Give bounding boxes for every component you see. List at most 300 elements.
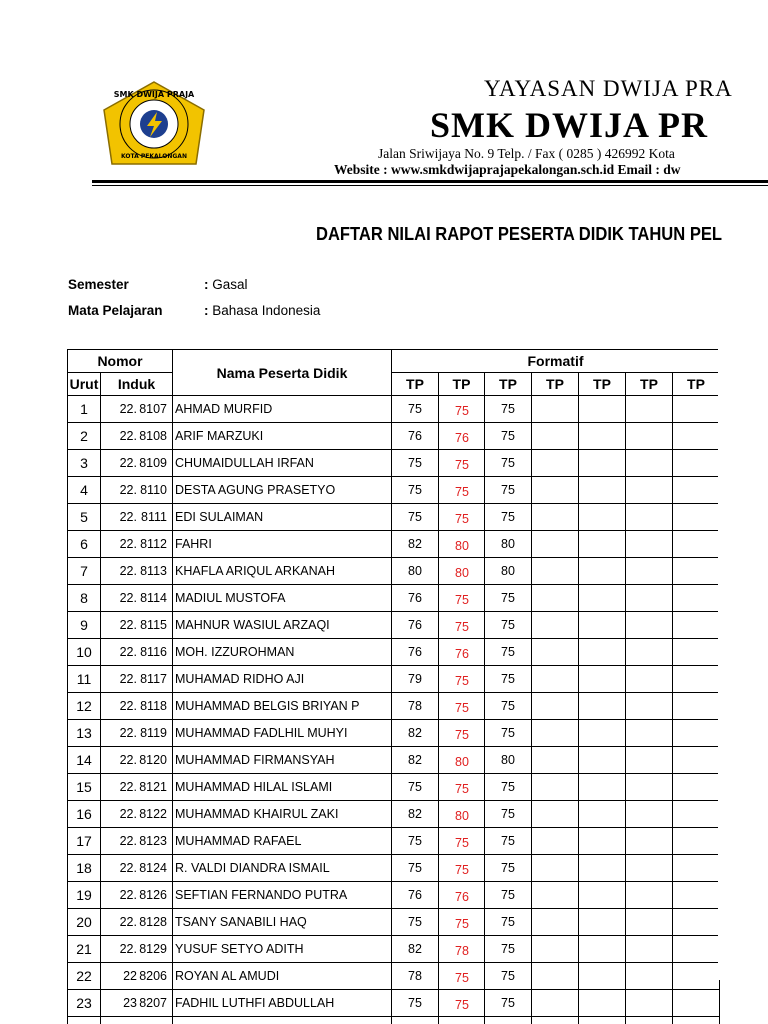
row-tp-3: 75 — [485, 423, 532, 450]
table-row-empty — [68, 1017, 720, 1024]
row-induk-cell — [101, 531, 173, 558]
row-urut: 2 — [68, 423, 101, 450]
header-urut: Urut — [68, 373, 101, 396]
table-row — [68, 585, 720, 612]
row-nama: CHUMAIDULLAH IRFAN — [173, 450, 392, 477]
row-tp-2: 75 — [439, 612, 485, 639]
row-tp-3: 75 — [485, 396, 532, 423]
row-tp-3: 75 — [485, 666, 532, 693]
row-tp-6 — [626, 666, 673, 693]
row-tp-5 — [579, 477, 626, 504]
row-tp-1: 75 — [392, 828, 439, 855]
row-tp-5 — [579, 774, 626, 801]
row-tp-7 — [673, 531, 720, 558]
row-urut: 17 — [68, 828, 101, 855]
row-induk-prefix: 22. — [119, 429, 137, 443]
row-induk-cell — [101, 963, 173, 990]
row-tp-1: 75 — [392, 855, 439, 882]
row-tp-5 — [579, 720, 626, 747]
row-induk-prefix: 22. — [119, 807, 137, 821]
row-induk: 8126 — [139, 888, 167, 902]
header-nomor: Nomor — [68, 350, 173, 373]
row-tp-7 — [673, 639, 720, 666]
row-tp-1: 82 — [392, 936, 439, 963]
row-tp-3: 75 — [485, 639, 532, 666]
row-urut: 3 — [68, 450, 101, 477]
semester-value: Gasal — [212, 277, 248, 292]
row-tp-2: 75 — [439, 450, 485, 477]
row-tp-7 — [673, 774, 720, 801]
row-induk-cell — [101, 450, 173, 477]
table-row — [68, 747, 720, 774]
row-tp-5 — [579, 936, 626, 963]
row-induk: 8114 — [140, 591, 167, 605]
row-induk-cell — [101, 612, 173, 639]
table-row — [68, 639, 720, 666]
row-tp-1: 75 — [392, 774, 439, 801]
row-urut: 11 — [68, 666, 101, 693]
row-tp-1: 76 — [392, 882, 439, 909]
semester-value-line — [204, 277, 248, 292]
row-nama: DESTA AGUNG PRASETYO — [173, 477, 392, 504]
row-tp-6 — [626, 558, 673, 585]
row-induk-prefix: 22. — [119, 888, 137, 902]
subject-value: Bahasa Indonesia — [212, 303, 321, 318]
row-tp-2: 75 — [439, 666, 485, 693]
row-nama: MUHAMMAD FADLHIL MUHYI — [173, 720, 392, 747]
document-title: DAFTAR NILAI RAPOT PESERTA DIDIK TAHUN PEL — [316, 224, 723, 244]
row-induk-cell — [101, 504, 173, 531]
row-urut: 15 — [68, 774, 101, 801]
row-tp-4 — [532, 531, 579, 558]
letterhead-rule-thick — [92, 180, 768, 183]
row-induk: 8124 — [139, 861, 167, 875]
row-tp-2: 75 — [439, 693, 485, 720]
row-tp-2: 76 — [439, 423, 485, 450]
row-tp-6 — [626, 504, 673, 531]
row-nama: MOH. IZZUROHMAN — [173, 639, 392, 666]
row-tp-3: 75 — [485, 801, 532, 828]
row-induk-prefix: 23 — [123, 996, 137, 1010]
row-tp-2: 75 — [439, 774, 485, 801]
row-induk: 8129 — [139, 942, 167, 956]
row-tp-3: 80 — [485, 531, 532, 558]
header-tp-1: TP — [392, 373, 439, 396]
empty-cell — [392, 1017, 439, 1024]
row-tp-2: 75 — [439, 909, 485, 936]
row-tp-4 — [532, 558, 579, 585]
row-tp-3: 75 — [485, 477, 532, 504]
row-nama: ARIF MARZUKI — [173, 423, 392, 450]
row-tp-1: 80 — [392, 558, 439, 585]
row-tp-5 — [579, 990, 626, 1017]
row-tp-4 — [532, 936, 579, 963]
row-tp-4 — [532, 639, 579, 666]
row-induk: 8119 — [140, 726, 167, 740]
row-tp-3: 75 — [485, 936, 532, 963]
row-tp-7 — [673, 477, 720, 504]
row-tp-4 — [532, 882, 579, 909]
row-tp-2: 75 — [439, 990, 485, 1017]
row-tp-4 — [532, 720, 579, 747]
row-tp-4 — [532, 612, 579, 639]
row-induk-cell — [101, 882, 173, 909]
row-tp-3: 75 — [485, 882, 532, 909]
row-tp-4 — [532, 990, 579, 1017]
row-tp-3: 75 — [485, 990, 532, 1017]
subject-label: Mata Pelajaran — [68, 303, 163, 318]
row-induk-cell — [101, 720, 173, 747]
row-tp-7 — [673, 423, 720, 450]
row-urut: 18 — [68, 855, 101, 882]
row-tp-6 — [626, 828, 673, 855]
row-induk: 8128 — [139, 915, 167, 929]
row-tp-7 — [673, 882, 720, 909]
header-tp-4: TP — [532, 373, 579, 396]
header-tp-2: TP — [439, 373, 485, 396]
table-row — [68, 666, 720, 693]
row-tp-2: 75 — [439, 720, 485, 747]
row-nama: MAHNUR WASIUL ARZAQI — [173, 612, 392, 639]
row-tp-7 — [673, 612, 720, 639]
row-tp-7 — [673, 909, 720, 936]
row-nama: MUHAMMAD KHAIRUL ZAKI — [173, 801, 392, 828]
row-tp-5 — [579, 828, 626, 855]
row-induk-prefix: 22. — [119, 699, 137, 713]
header-formatif: Formatif — [392, 350, 720, 373]
row-tp-6 — [626, 990, 673, 1017]
row-nama: TSANY SANABILI HAQ — [173, 909, 392, 936]
row-urut: 16 — [68, 801, 101, 828]
row-tp-2: 75 — [439, 396, 485, 423]
row-tp-1: 82 — [392, 720, 439, 747]
row-tp-5 — [579, 531, 626, 558]
row-urut: 6 — [68, 531, 101, 558]
row-induk-prefix: 22. — [119, 834, 137, 848]
empty-cell — [532, 1017, 579, 1024]
row-tp-2: 80 — [439, 801, 485, 828]
row-tp-1: 78 — [392, 963, 439, 990]
row-tp-4 — [532, 828, 579, 855]
row-urut: 19 — [68, 882, 101, 909]
table-row — [68, 612, 720, 639]
table-row — [68, 774, 720, 801]
row-tp-2: 75 — [439, 855, 485, 882]
row-urut: 1 — [68, 396, 101, 423]
row-induk: 8207 — [139, 996, 167, 1010]
letterhead-rule-thin — [92, 185, 768, 186]
row-tp-3: 75 — [485, 909, 532, 936]
row-urut: 5 — [68, 504, 101, 531]
row-tp-4 — [532, 585, 579, 612]
row-induk-cell — [101, 396, 173, 423]
row-tp-7 — [673, 450, 720, 477]
table-row — [68, 963, 720, 990]
row-nama: ROYAN AL AMUDI — [173, 963, 392, 990]
row-induk: 8120 — [139, 753, 167, 767]
row-induk-cell — [101, 990, 173, 1017]
letterhead — [72, 76, 768, 194]
row-nama: MUHAMMAD RAFAEL — [173, 828, 392, 855]
row-induk-cell — [101, 693, 173, 720]
row-tp-4 — [532, 423, 579, 450]
row-induk-cell — [101, 423, 173, 450]
row-tp-7 — [673, 693, 720, 720]
row-tp-4 — [532, 450, 579, 477]
row-tp-2: 80 — [439, 747, 485, 774]
row-urut: 13 — [68, 720, 101, 747]
row-induk-prefix: 22. — [119, 618, 137, 632]
row-tp-1: 75 — [392, 504, 439, 531]
empty-cell — [439, 1017, 485, 1024]
empty-cell — [579, 1017, 626, 1024]
row-tp-6 — [626, 909, 673, 936]
row-tp-5 — [579, 612, 626, 639]
row-urut: 22 — [68, 963, 101, 990]
row-induk-prefix: 22. — [119, 753, 137, 767]
row-tp-2: 78 — [439, 936, 485, 963]
row-induk-cell — [101, 828, 173, 855]
row-tp-2: 80 — [439, 531, 485, 558]
semester-label: Semester — [68, 277, 129, 292]
row-tp-5 — [579, 882, 626, 909]
row-tp-4 — [532, 693, 579, 720]
empty-cell — [485, 1017, 532, 1024]
row-induk-cell — [101, 477, 173, 504]
row-induk-cell — [101, 774, 173, 801]
table-row — [68, 882, 720, 909]
row-induk: 8122 — [139, 807, 167, 821]
row-tp-4 — [532, 963, 579, 990]
row-nama: MUHAMMAD FIRMANSYAH — [173, 747, 392, 774]
row-tp-6 — [626, 855, 673, 882]
row-tp-1: 82 — [392, 801, 439, 828]
row-tp-6 — [626, 720, 673, 747]
table-row — [68, 990, 720, 1017]
row-induk-prefix: 22. — [119, 861, 137, 875]
row-induk-prefix: 22. — [119, 456, 137, 470]
row-induk: 8113 — [140, 564, 167, 578]
table-row — [68, 504, 720, 531]
row-nama: MUHAMMAD HILAL ISLAMI — [173, 774, 392, 801]
row-tp-4 — [532, 855, 579, 882]
row-tp-3: 80 — [485, 747, 532, 774]
empty-cell — [626, 1017, 673, 1024]
row-induk-prefix: 22. — [119, 726, 137, 740]
row-nama: SEFTIAN FERNANDO PUTRA — [173, 882, 392, 909]
row-tp-1: 82 — [392, 747, 439, 774]
school-address: Jalan Sriwijaya No. 9 Telp. / Fax ( 0285 ) 426992 Kota — [378, 146, 675, 161]
school-website: Website : www.smkdwijaprajapekalongan.sch.id Email : dw — [334, 162, 681, 177]
row-tp-5 — [579, 666, 626, 693]
row-tp-1: 75 — [392, 396, 439, 423]
row-nama: EDI SULAIMAN — [173, 504, 392, 531]
row-induk: 8206 — [139, 969, 167, 983]
row-tp-5 — [579, 450, 626, 477]
table-row — [68, 909, 720, 936]
row-induk: 8112 — [140, 537, 167, 551]
header-nama: Nama Peserta Didik — [173, 350, 392, 396]
row-tp-4 — [532, 801, 579, 828]
row-induk-cell — [101, 639, 173, 666]
page-right-margin — [718, 340, 768, 980]
row-tp-5 — [579, 639, 626, 666]
school-logo-icon — [100, 80, 208, 170]
row-tp-6 — [626, 774, 673, 801]
row-induk-prefix: 22. — [119, 510, 137, 524]
row-tp-4 — [532, 747, 579, 774]
row-tp-5 — [579, 504, 626, 531]
row-induk: 8109 — [139, 456, 167, 470]
row-nama: MUHAMMAD BELGIS BRIYAN P — [173, 693, 392, 720]
table-row — [68, 423, 720, 450]
row-tp-7 — [673, 801, 720, 828]
row-tp-4 — [532, 477, 579, 504]
row-induk-cell — [101, 666, 173, 693]
row-tp-5 — [579, 423, 626, 450]
row-induk: 8107 — [139, 402, 167, 416]
row-tp-3: 75 — [485, 612, 532, 639]
row-tp-7 — [673, 396, 720, 423]
table-row — [68, 855, 720, 882]
row-tp-5 — [579, 963, 626, 990]
row-tp-6 — [626, 801, 673, 828]
table-row — [68, 693, 720, 720]
row-induk-cell — [101, 936, 173, 963]
row-tp-3: 75 — [485, 693, 532, 720]
row-urut: 20 — [68, 909, 101, 936]
table-row — [68, 720, 720, 747]
table-row — [68, 828, 720, 855]
grades-body — [68, 396, 720, 1024]
row-tp-6 — [626, 396, 673, 423]
row-tp-4 — [532, 504, 579, 531]
header-tp-7: TP — [673, 373, 720, 396]
grades-table — [67, 349, 720, 1024]
empty-cell — [173, 1017, 392, 1024]
row-tp-7 — [673, 963, 720, 990]
row-tp-5 — [579, 585, 626, 612]
row-tp-1: 75 — [392, 990, 439, 1017]
row-tp-1: 76 — [392, 585, 439, 612]
table-row — [68, 531, 720, 558]
row-tp-2: 80 — [439, 558, 485, 585]
row-tp-2: 76 — [439, 639, 485, 666]
row-tp-6 — [626, 936, 673, 963]
row-induk-prefix: 22. — [119, 537, 137, 551]
row-tp-6 — [626, 882, 673, 909]
row-induk: 8115 — [140, 618, 167, 632]
row-induk-prefix: 22. — [119, 645, 137, 659]
row-tp-5 — [579, 693, 626, 720]
subject-value-line — [204, 303, 320, 318]
row-induk: 8110 — [140, 483, 167, 497]
table-row — [68, 936, 720, 963]
row-tp-5 — [579, 558, 626, 585]
row-tp-1: 82 — [392, 531, 439, 558]
row-induk: 8108 — [139, 429, 167, 443]
row-tp-2: 75 — [439, 963, 485, 990]
row-tp-6 — [626, 612, 673, 639]
row-nama: MADIUL MUSTOFA — [173, 585, 392, 612]
row-induk-cell — [101, 801, 173, 828]
row-induk-prefix: 22 — [123, 969, 137, 983]
row-tp-1: 79 — [392, 666, 439, 693]
row-tp-6 — [626, 963, 673, 990]
row-induk-prefix: 22. — [119, 402, 137, 416]
row-tp-2: 75 — [439, 585, 485, 612]
row-tp-1: 76 — [392, 423, 439, 450]
row-tp-2: 75 — [439, 504, 485, 531]
row-tp-3: 75 — [485, 774, 532, 801]
row-tp-2: 75 — [439, 477, 485, 504]
row-tp-1: 75 — [392, 909, 439, 936]
row-tp-3: 80 — [485, 558, 532, 585]
row-nama: FAHRI — [173, 531, 392, 558]
header-tp-5: TP — [579, 373, 626, 396]
row-tp-1: 76 — [392, 612, 439, 639]
row-tp-2: 75 — [439, 828, 485, 855]
row-induk-prefix: 22. — [119, 564, 137, 578]
header-tp-3: TP — [485, 373, 532, 396]
row-tp-5 — [579, 855, 626, 882]
row-tp-6 — [626, 747, 673, 774]
row-induk-prefix: 22. — [119, 672, 137, 686]
row-induk-cell — [101, 558, 173, 585]
row-urut: 12 — [68, 693, 101, 720]
empty-cell — [101, 1017, 173, 1024]
row-tp-2: 76 — [439, 882, 485, 909]
row-urut: 10 — [68, 639, 101, 666]
row-tp-6 — [626, 585, 673, 612]
row-induk-cell — [101, 909, 173, 936]
row-urut: 21 — [68, 936, 101, 963]
row-tp-7 — [673, 855, 720, 882]
row-induk: 8118 — [140, 699, 167, 713]
row-nama: AHMAD MURFID — [173, 396, 392, 423]
row-tp-4 — [532, 909, 579, 936]
row-tp-5 — [579, 909, 626, 936]
semester-colon: : — [204, 277, 209, 292]
school-name: SMK DWIJA PR — [430, 105, 709, 145]
row-induk: 8117 — [140, 672, 167, 686]
row-tp-3: 75 — [485, 585, 532, 612]
row-tp-5 — [579, 801, 626, 828]
row-induk-cell — [101, 855, 173, 882]
row-nama: R. VALDI DIANDRA ISMAIL — [173, 855, 392, 882]
row-nama: YUSUF SETYO ADITH — [173, 936, 392, 963]
row-tp-3: 75 — [485, 504, 532, 531]
row-urut: 14 — [68, 747, 101, 774]
row-urut: 23 — [68, 990, 101, 1017]
row-tp-7 — [673, 936, 720, 963]
row-tp-3: 75 — [485, 828, 532, 855]
row-tp-7 — [673, 504, 720, 531]
row-tp-7 — [673, 666, 720, 693]
row-nama: KHAFLA ARIQUL ARKANAH — [173, 558, 392, 585]
row-induk: 8111 — [141, 510, 167, 524]
row-tp-7 — [673, 585, 720, 612]
row-tp-5 — [579, 747, 626, 774]
row-tp-7 — [673, 720, 720, 747]
row-tp-5 — [579, 396, 626, 423]
row-tp-6 — [626, 477, 673, 504]
row-tp-6 — [626, 531, 673, 558]
header-tp-6: TP — [626, 373, 673, 396]
table-row — [68, 450, 720, 477]
row-tp-3: 75 — [485, 855, 532, 882]
table-row — [68, 801, 720, 828]
